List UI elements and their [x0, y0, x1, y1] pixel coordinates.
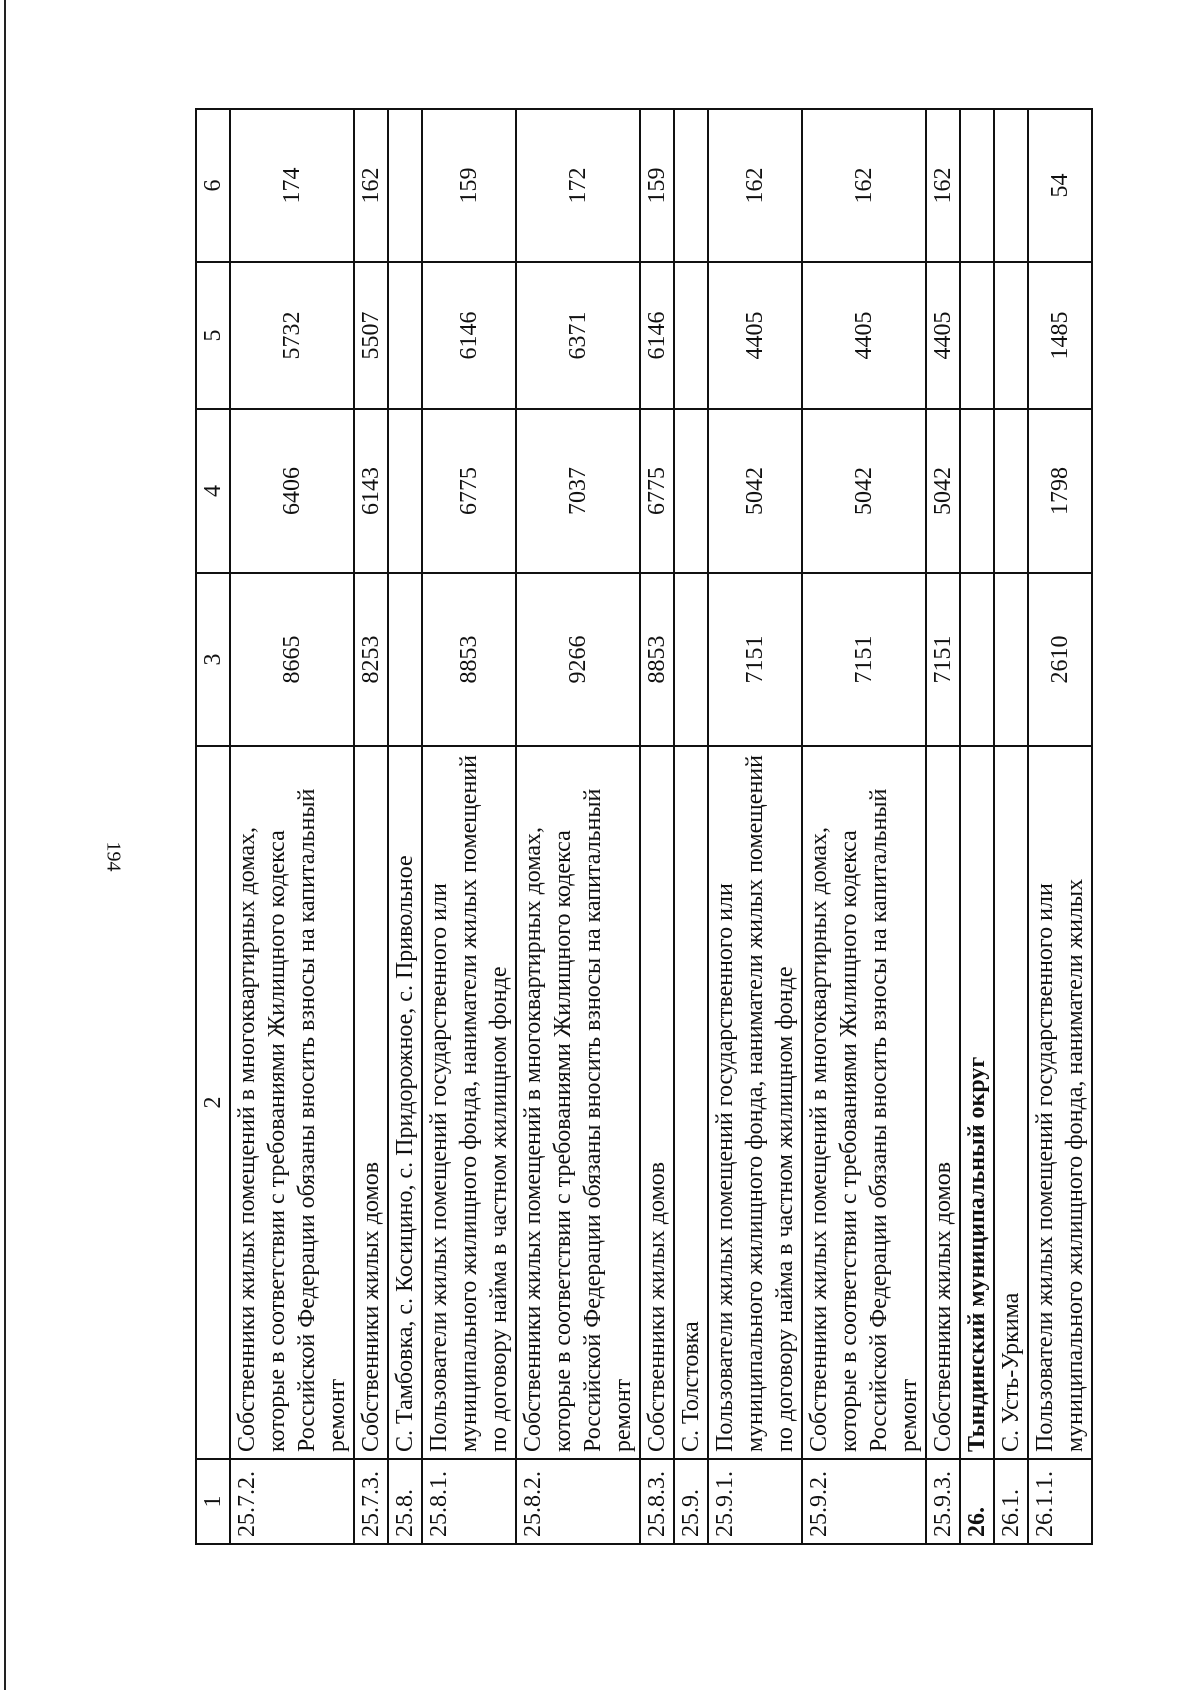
row-value-col4: 6775: [422, 409, 516, 573]
row-value-col4: 6406: [230, 409, 354, 573]
row-value-col3: [388, 573, 422, 746]
header-cell-6: 6: [196, 109, 230, 262]
row-value-col6: 159: [422, 109, 516, 262]
row-value-col3: 8853: [640, 573, 674, 746]
row-value-col3: 7151: [926, 573, 960, 746]
row-code-cell: 25.7.2.: [230, 1459, 354, 1544]
row-value-col6: 159: [640, 109, 674, 262]
row-code-cell: 25.9.2.: [802, 1459, 926, 1544]
row-value-col5: 4405: [802, 262, 926, 409]
row-value-col3: 8253: [354, 573, 388, 746]
row-value-col4: 5042: [802, 409, 926, 573]
row-value-col5: 5732: [230, 262, 354, 409]
row-name-cell: Собственники жилых помещений в многоквартирных домах, которые в соответствии с требованиями Жилищного кодекса Российской Федерации обязаны вносить взносы на капитальный ремонт: [516, 746, 640, 1459]
table-row: [708, 109, 802, 1544]
row-code-cell: 25.9.1.: [708, 1459, 802, 1544]
header-cell-1: 1: [196, 1459, 230, 1544]
row-value-col6: 162: [926, 109, 960, 262]
row-name-cell: С. Тамбовка, с. Косицино, с. Придорожное, с. Привольное: [388, 746, 422, 1459]
row-value-col4: 5042: [926, 409, 960, 573]
table-row: [230, 109, 354, 1544]
row-code-cell: 25.9.3.: [926, 1459, 960, 1544]
row-name-cell: Собственники жилых домов: [926, 746, 960, 1459]
row-value-col5: 1485: [1028, 262, 1092, 409]
row-code-cell: 26.1.1.: [1028, 1459, 1092, 1544]
row-value-col6: [674, 109, 708, 262]
row-name-cell: Собственники жилых домов: [354, 746, 388, 1459]
row-value-col3: [960, 573, 994, 746]
row-value-col5: [994, 262, 1028, 409]
row-value-col6: [960, 109, 994, 262]
table-row: [960, 109, 994, 1544]
row-code-cell: 25.8.3.: [640, 1459, 674, 1544]
table-row: [388, 109, 422, 1544]
row-value-col3: 2610: [1028, 573, 1092, 746]
row-value-col5: 4405: [708, 262, 802, 409]
row-value-col4: 1798: [1028, 409, 1092, 573]
row-value-col5: [388, 262, 422, 409]
row-code-cell: 26.1.: [994, 1459, 1028, 1544]
row-value-col5: [960, 262, 994, 409]
row-value-col5: 5507: [354, 262, 388, 409]
row-value-col6: 162: [802, 109, 926, 262]
row-value-col6: [388, 109, 422, 262]
row-name-cell: Собственники жилых домов: [640, 746, 674, 1459]
row-value-col6: [994, 109, 1028, 262]
row-code-cell: 25.8.1.: [422, 1459, 516, 1544]
row-value-col4: [388, 409, 422, 573]
row-value-col3: 8665: [230, 573, 354, 746]
row-value-col6: 162: [708, 109, 802, 262]
row-value-col4: [674, 409, 708, 573]
row-code-cell: 25.8.2.: [516, 1459, 640, 1544]
row-value-col3: 8853: [422, 573, 516, 746]
table-row: [354, 109, 388, 1544]
table-row: [640, 109, 674, 1544]
row-value-col5: [674, 262, 708, 409]
header-cell-4: 4: [196, 409, 230, 573]
rotated-table-container: [195, 110, 1095, 1545]
row-code-cell: 25.8.: [388, 1459, 422, 1544]
row-value-col5: 6371: [516, 262, 640, 409]
row-name-cell: Пользователи жилых помещений государственного или муниципального жилищного фонда, наниматели жилых помещений по договору найма в частном жилищном фонде: [708, 746, 802, 1459]
row-name-cell: Собственники жилых помещений в многоквартирных домах, которые в соответствии с требованиями Жилищного кодекса Российской Федерации обязаны вносить взносы на капитальный ремонт: [802, 746, 926, 1459]
row-value-col4: 6143: [354, 409, 388, 573]
row-code-cell: 26.: [960, 1459, 994, 1544]
row-value-col3: [674, 573, 708, 746]
row-name-cell: С. Толстовка: [674, 746, 708, 1459]
row-name-cell: С. Усть-Уркима: [994, 746, 1028, 1459]
row-name-cell: Тындинский муниципальный округ: [960, 746, 994, 1459]
row-value-col6: 162: [354, 109, 388, 262]
row-value-col6: 172: [516, 109, 640, 262]
row-name-cell: Пользователи жилых помещений государственного или муниципального жилищного фонда, наниматели жилых помещений по договору найма в частном жилищном фонде: [422, 746, 516, 1459]
header-row: [196, 109, 230, 1544]
row-value-col3: 7151: [708, 573, 802, 746]
row-value-col6: 54: [1028, 109, 1092, 262]
row-value-col3: 9266: [516, 573, 640, 746]
scan-edge-line: [4, 0, 6, 1690]
row-value-col4: 6775: [640, 409, 674, 573]
row-code-cell: 25.7.3.: [354, 1459, 388, 1544]
header-cell-3: 3: [196, 573, 230, 746]
page-number: 194: [102, 841, 125, 872]
row-value-col4: [960, 409, 994, 573]
table-row: [516, 109, 640, 1544]
row-value-col5: 6146: [640, 262, 674, 409]
table-row: [422, 109, 516, 1544]
row-value-col4: 7037: [516, 409, 640, 573]
header-cell-2: 2: [196, 746, 230, 1459]
row-value-col5: 4405: [926, 262, 960, 409]
row-name-cell: Собственники жилых помещений в многоквартирных домах, которые в соответствии с требованиями Жилищного кодекса Российской Федерации обязаны вносить взносы на капитальный ремонт: [230, 746, 354, 1459]
table-row: [674, 109, 708, 1544]
table-row: [994, 109, 1028, 1544]
row-value-col4: 5042: [708, 409, 802, 573]
row-name-cell: Пользователи жилых помещений государственного или муниципального жилищного фонда, наниматели жилых: [1028, 746, 1092, 1459]
row-value-col3: [994, 573, 1028, 746]
table-row: [926, 109, 960, 1544]
row-value-col6: 174: [230, 109, 354, 262]
table-body: [230, 109, 1092, 1544]
row-code-cell: 25.9.: [674, 1459, 708, 1544]
row-value-col4: [994, 409, 1028, 573]
row-value-col3: 7151: [802, 573, 926, 746]
table-row: [1028, 109, 1092, 1544]
tariff-table: [195, 108, 1093, 1545]
row-value-col5: 6146: [422, 262, 516, 409]
table-row: [802, 109, 926, 1544]
header-cell-5: 5: [196, 262, 230, 409]
